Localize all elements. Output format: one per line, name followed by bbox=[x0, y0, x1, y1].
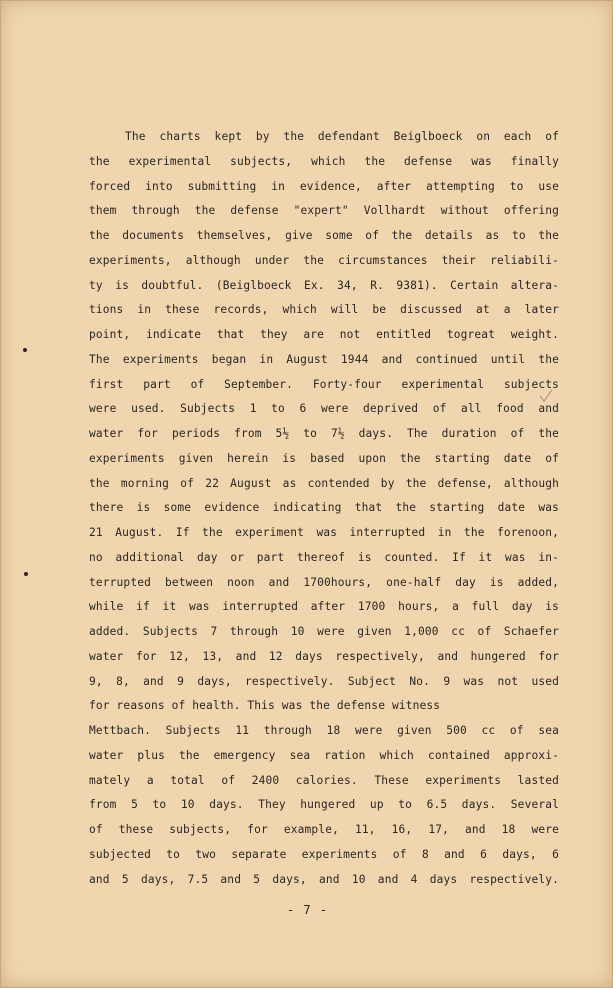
text-line: from 5 to 10 days. They hungered up to 6.5 days. Several bbox=[89, 798, 559, 812]
text-line: the morning of 22 August as contended by the defense, although bbox=[89, 476, 559, 490]
text-line: added. Subjects 7 through 10 were given 1,000 cc of Schaefer bbox=[89, 625, 559, 638]
text-line: The charts kept by the defendant Beiglboeck on each of bbox=[125, 130, 559, 143]
body-text bbox=[89, 125, 559, 892]
text-line: water for periods from 5½ to 7½ days. The duration of the bbox=[89, 427, 559, 440]
text-line: were used. Subjects 1 to 6 were deprived of all food and bbox=[89, 402, 559, 416]
text-line: point, indicate that they are not entitled togreat weight. bbox=[89, 328, 559, 341]
text-line: tions in these records, which will be discussed at a later bbox=[89, 303, 559, 317]
text-line: 21 August. If the experiment was interrupted in the forenoon, bbox=[89, 526, 559, 539]
text-line: for reasons of health. This was the defense witness bbox=[89, 699, 441, 713]
text-line: 9, 8, and 9 days, respectively. Subject No. 9 was not used bbox=[89, 674, 559, 688]
page-number: - 7 - bbox=[286, 903, 329, 917]
text-line: subjected to two separate experiments of 8 and 6 days, 6 bbox=[89, 847, 559, 861]
text-line: experiments given herein is based upon the starting date of bbox=[89, 451, 559, 465]
text-line: ty is doubtful. (Beiglboeck Ex. 34, R. 9381). Certain altera- bbox=[89, 278, 559, 292]
text-line: Mettbach. Subjects 11 through 18 were given 500 cc of sea bbox=[89, 724, 559, 737]
text-line: The experiments began in August 1944 and continued until the bbox=[89, 352, 559, 366]
text-line: the experimental subjects, which the defense was finally bbox=[89, 154, 559, 168]
text-line: experiments, although under the circumstances their reliabili- bbox=[89, 253, 559, 267]
text-line: there is some evidence indicating that the starting date was bbox=[89, 501, 559, 515]
text-line: of these subjects, for example, 11, 16, 17, and 18 were bbox=[89, 823, 559, 836]
text-line: and 5 days, 7.5 and 5 days, and 10 and 4 days respectively. bbox=[89, 872, 559, 886]
text-line: water for 12, 13, and 12 days respectively, and hungered for bbox=[89, 649, 559, 663]
text-line: while if it was interrupted after 1700 hours, a full day is bbox=[89, 600, 559, 614]
text-line: them through the defense "expert" Vollhardt without offering bbox=[89, 204, 559, 218]
punch-mark-top bbox=[23, 348, 27, 352]
punch-mark-bottom bbox=[24, 572, 28, 576]
text-line: mately a total of 2400 calories. These experiments lasted bbox=[89, 773, 559, 787]
text-line: no additional day or part thereof is counted. If it was in- bbox=[89, 550, 559, 564]
text-line: terrupted between noon and 1700hours, one-half day is added, bbox=[89, 575, 559, 589]
text-line: first part of September. Forty-four experimental subjects bbox=[89, 377, 559, 391]
text-line: forced into submitting in evidence, after attempting to use bbox=[89, 179, 559, 193]
text-line: the documents themselves, give some of the details as to the bbox=[89, 229, 559, 242]
text-line: water plus the emergency sea ration which contained approxi- bbox=[89, 748, 559, 762]
